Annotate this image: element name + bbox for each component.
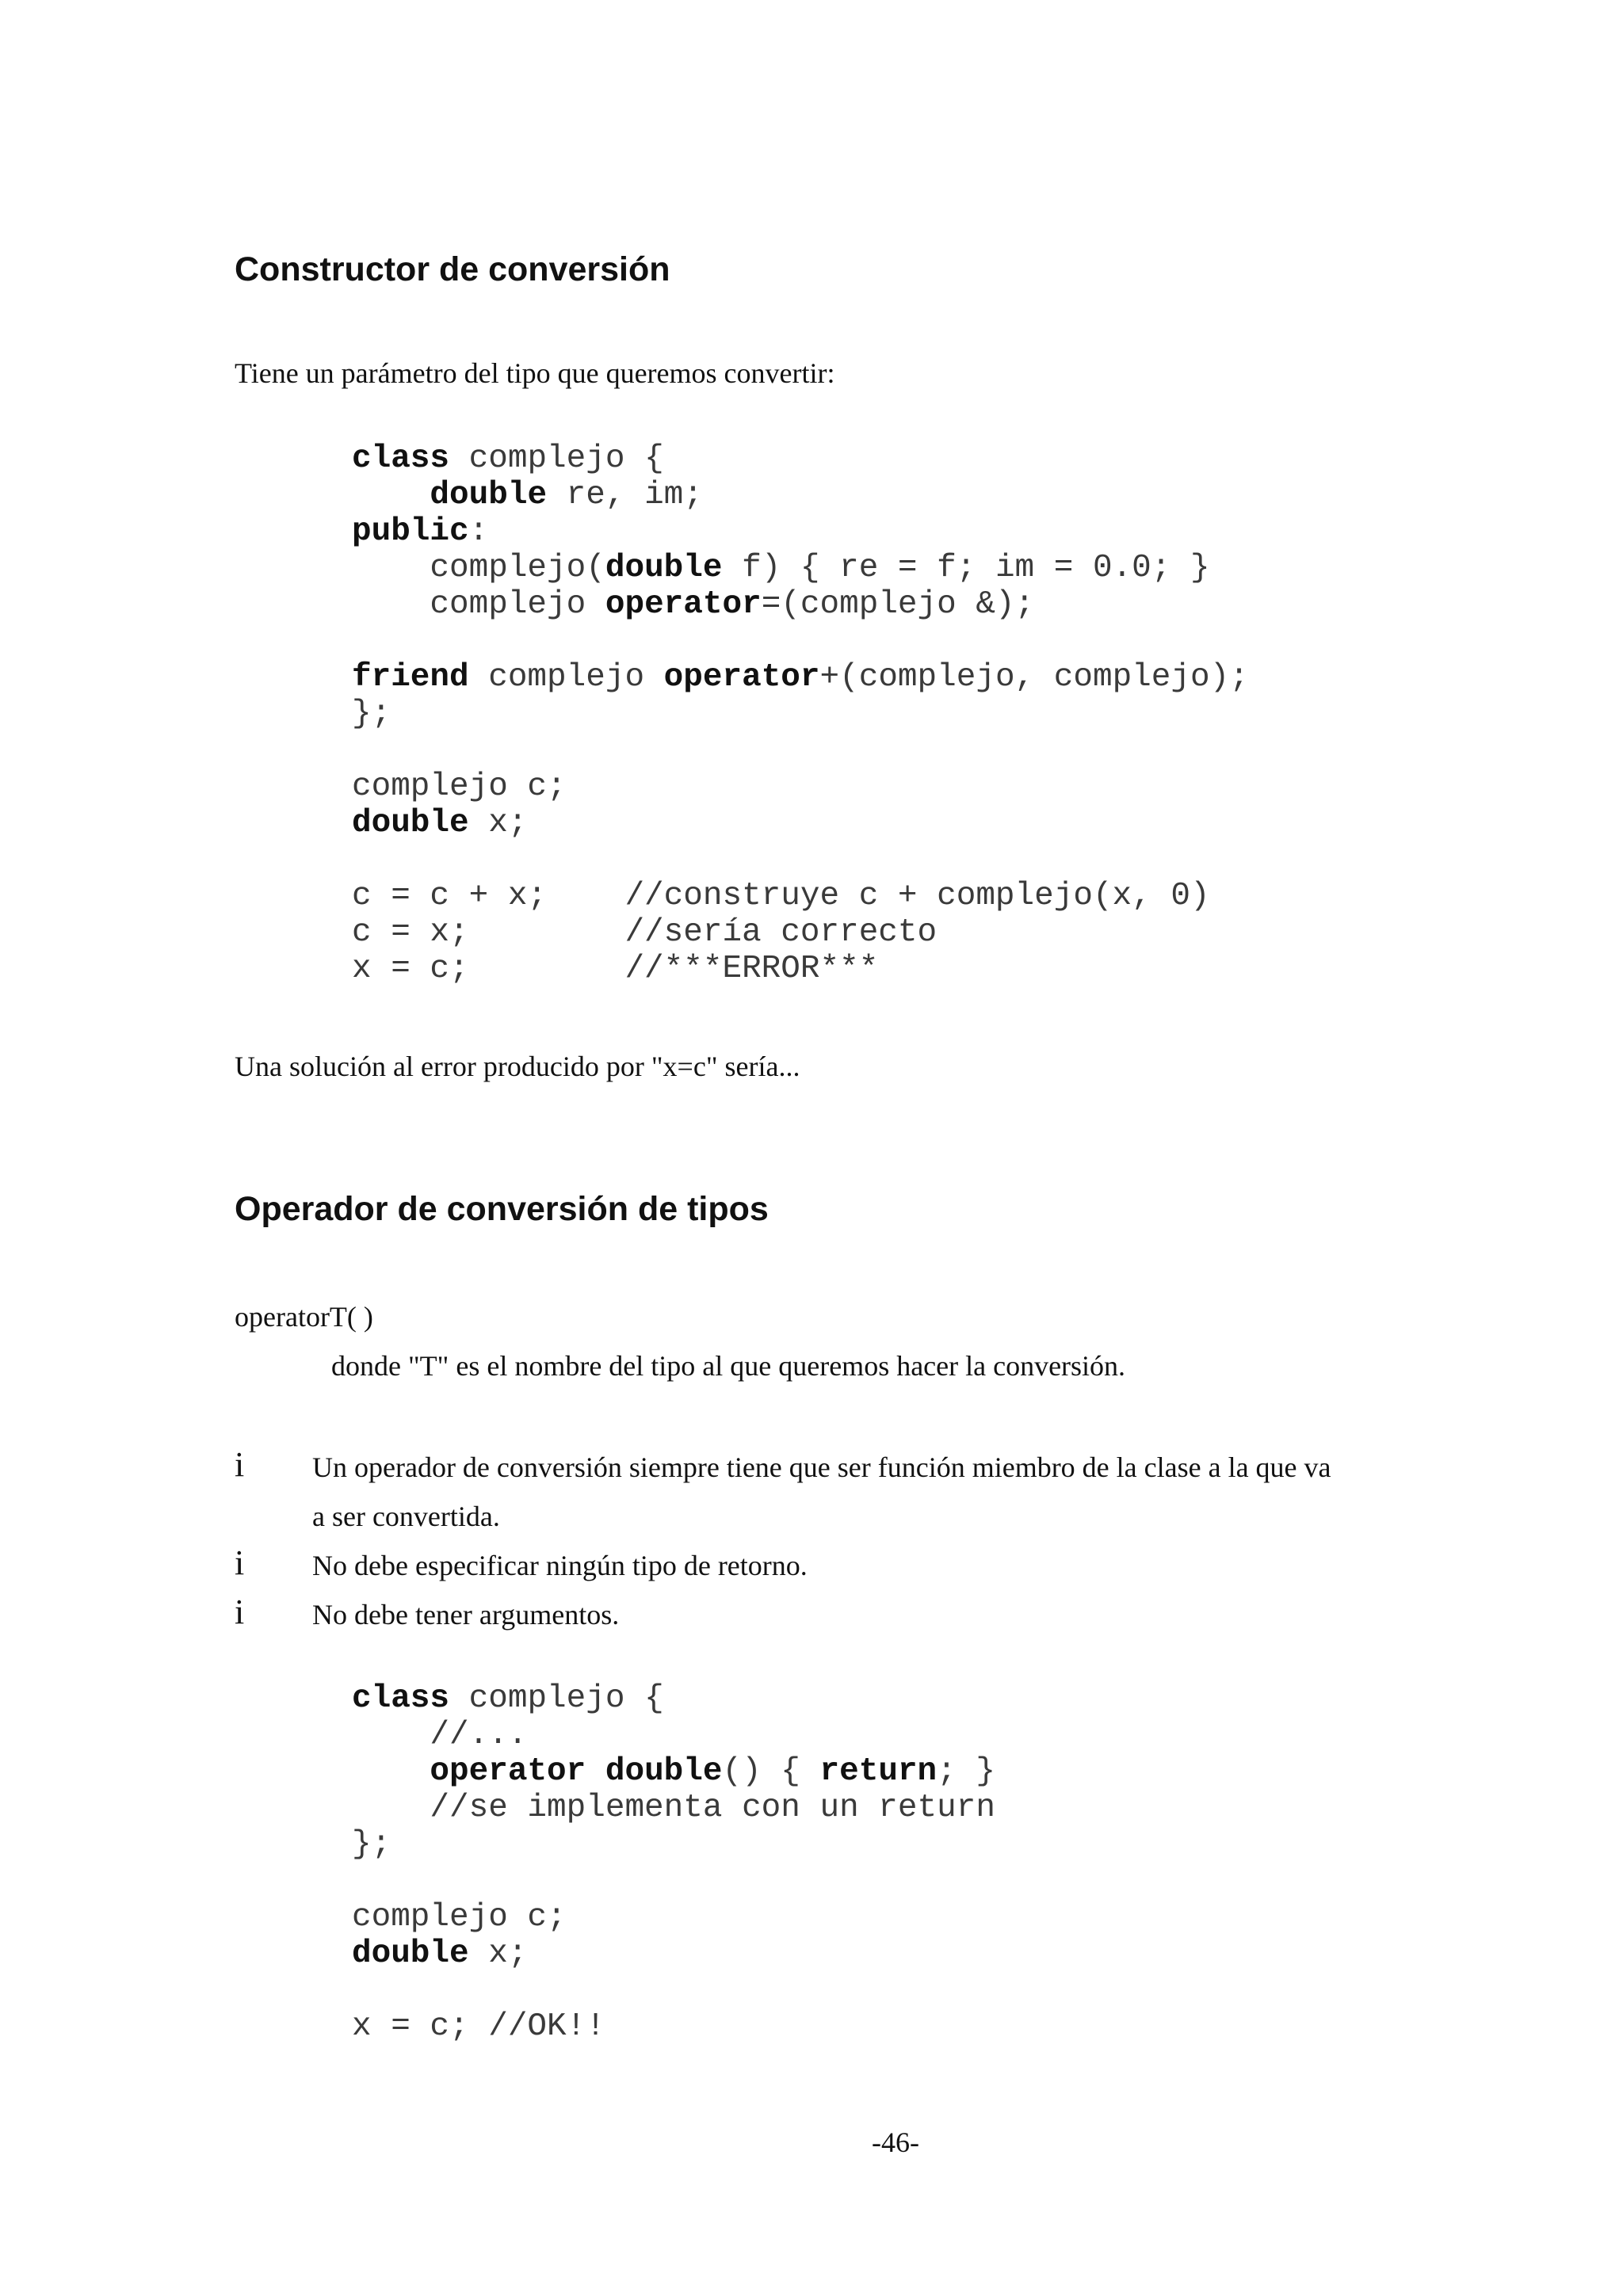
code-blank-line [352, 841, 1249, 878]
code-text: }; [352, 1826, 391, 1863]
code-keyword: operator [430, 1753, 586, 1790]
section-heading-constructor: Constructor de conversión [235, 250, 670, 288]
operator-syntax: operatorT( ) [235, 1301, 373, 1333]
list-item [235, 1590, 1423, 1639]
list-item-text: No debe tener argumentos. [312, 1599, 620, 1630]
code-blank-line [352, 1863, 995, 1899]
code-keyword: double [605, 550, 723, 586]
code-text: complejo { [449, 441, 664, 477]
code-line [352, 1680, 995, 1717]
code-line [352, 696, 1249, 732]
code-keyword: operator [663, 659, 820, 696]
code-keyword: return [819, 1753, 938, 1790]
code-blank-line [352, 623, 1249, 659]
code-line [352, 1826, 995, 1863]
code-text: //... [352, 1717, 528, 1753]
bullet-marker-icon: i [235, 1445, 245, 1484]
code-line [352, 769, 1249, 805]
code-line [352, 2008, 995, 2045]
code-text: ; } [937, 1753, 995, 1790]
code-text: complejo { [449, 1680, 664, 1717]
code-text: x; [468, 1936, 528, 1972]
code-line [352, 805, 1249, 841]
intro-paragraph: Tiene un parámetro del tipo que queremos convertir: [235, 357, 835, 389]
code-line [352, 1936, 995, 1972]
code-text: x = c; //OK!! [352, 2008, 605, 2045]
code-keyword: double [605, 1753, 723, 1790]
code-keyword: operator [605, 586, 762, 623]
code-line [352, 659, 1249, 696]
code-text: +(complejo, complejo); [819, 659, 1249, 696]
code-text: f) { re = f; im = 0.0; } [722, 550, 1210, 586]
code-text: complejo( [352, 550, 605, 586]
code-line [352, 550, 1249, 586]
list-item-text: No debe especificar ningún tipo de retorno. [312, 1550, 808, 1581]
code-line [352, 1753, 995, 1790]
code-keyword: class [352, 1680, 450, 1717]
code-keyword: class [352, 441, 450, 477]
code-text: re, im; [547, 477, 703, 513]
code-line [352, 513, 1249, 550]
code-line [352, 1899, 995, 1936]
code-text [586, 1753, 605, 1790]
code-text: complejo [352, 586, 605, 623]
section-heading-operator: Operador de conversión de tipos [235, 1190, 769, 1228]
code-text: complejo c; [352, 1899, 567, 1936]
bullet-marker-icon: i [235, 1592, 245, 1631]
code-blank-line [352, 1972, 995, 2008]
code-text: c = c + x; //construye c + complejo(x, 0) [352, 878, 1210, 914]
list-item-text: Un operador de conversión siempre tiene que ser función miembro de la clase a la que va [312, 1451, 1331, 1483]
code-block-operator [352, 1680, 995, 2045]
code-line [352, 586, 1249, 623]
code-text: x; [468, 805, 528, 841]
code-text: x = c; //***ERROR*** [352, 951, 879, 987]
outro-paragraph: Una solución al error producido por "x=c" sería... [235, 1051, 800, 1082]
code-line [352, 1790, 995, 1826]
code-keyword: public [352, 513, 469, 550]
code-text: : [468, 513, 489, 550]
code-text: }; [352, 696, 391, 732]
code-keyword: double [352, 1936, 469, 1972]
code-line [352, 441, 1249, 477]
code-text: complejo [468, 659, 664, 696]
list-item-text: a ser convertida. [312, 1501, 500, 1532]
code-line [352, 951, 1249, 987]
list-item [235, 1541, 1423, 1590]
code-block-constructor [352, 441, 1249, 987]
code-line [352, 878, 1249, 914]
code-text: //se implementa con un return [352, 1790, 995, 1826]
code-keyword: double [430, 477, 548, 513]
code-line [352, 1717, 995, 1753]
code-blank-line [352, 732, 1249, 769]
bullet-marker-icon: i [235, 1543, 245, 1582]
code-keyword: friend [352, 659, 469, 696]
code-text: () { [722, 1753, 820, 1790]
rules-list [235, 1443, 1423, 1639]
list-item [235, 1443, 1423, 1541]
code-text [352, 477, 430, 513]
code-text: complejo c; [352, 769, 567, 805]
code-keyword: double [352, 805, 469, 841]
page-number: -46- [872, 2126, 919, 2158]
code-text: =(complejo &); [761, 586, 1035, 623]
code-text: c = x; //sería correcto [352, 914, 938, 951]
code-line [352, 914, 1249, 951]
code-text [352, 1753, 430, 1790]
operator-syntax-note: donde "T" es el nombre del tipo al que queremos hacer la conversión. [331, 1350, 1126, 1382]
code-line [352, 477, 1249, 513]
